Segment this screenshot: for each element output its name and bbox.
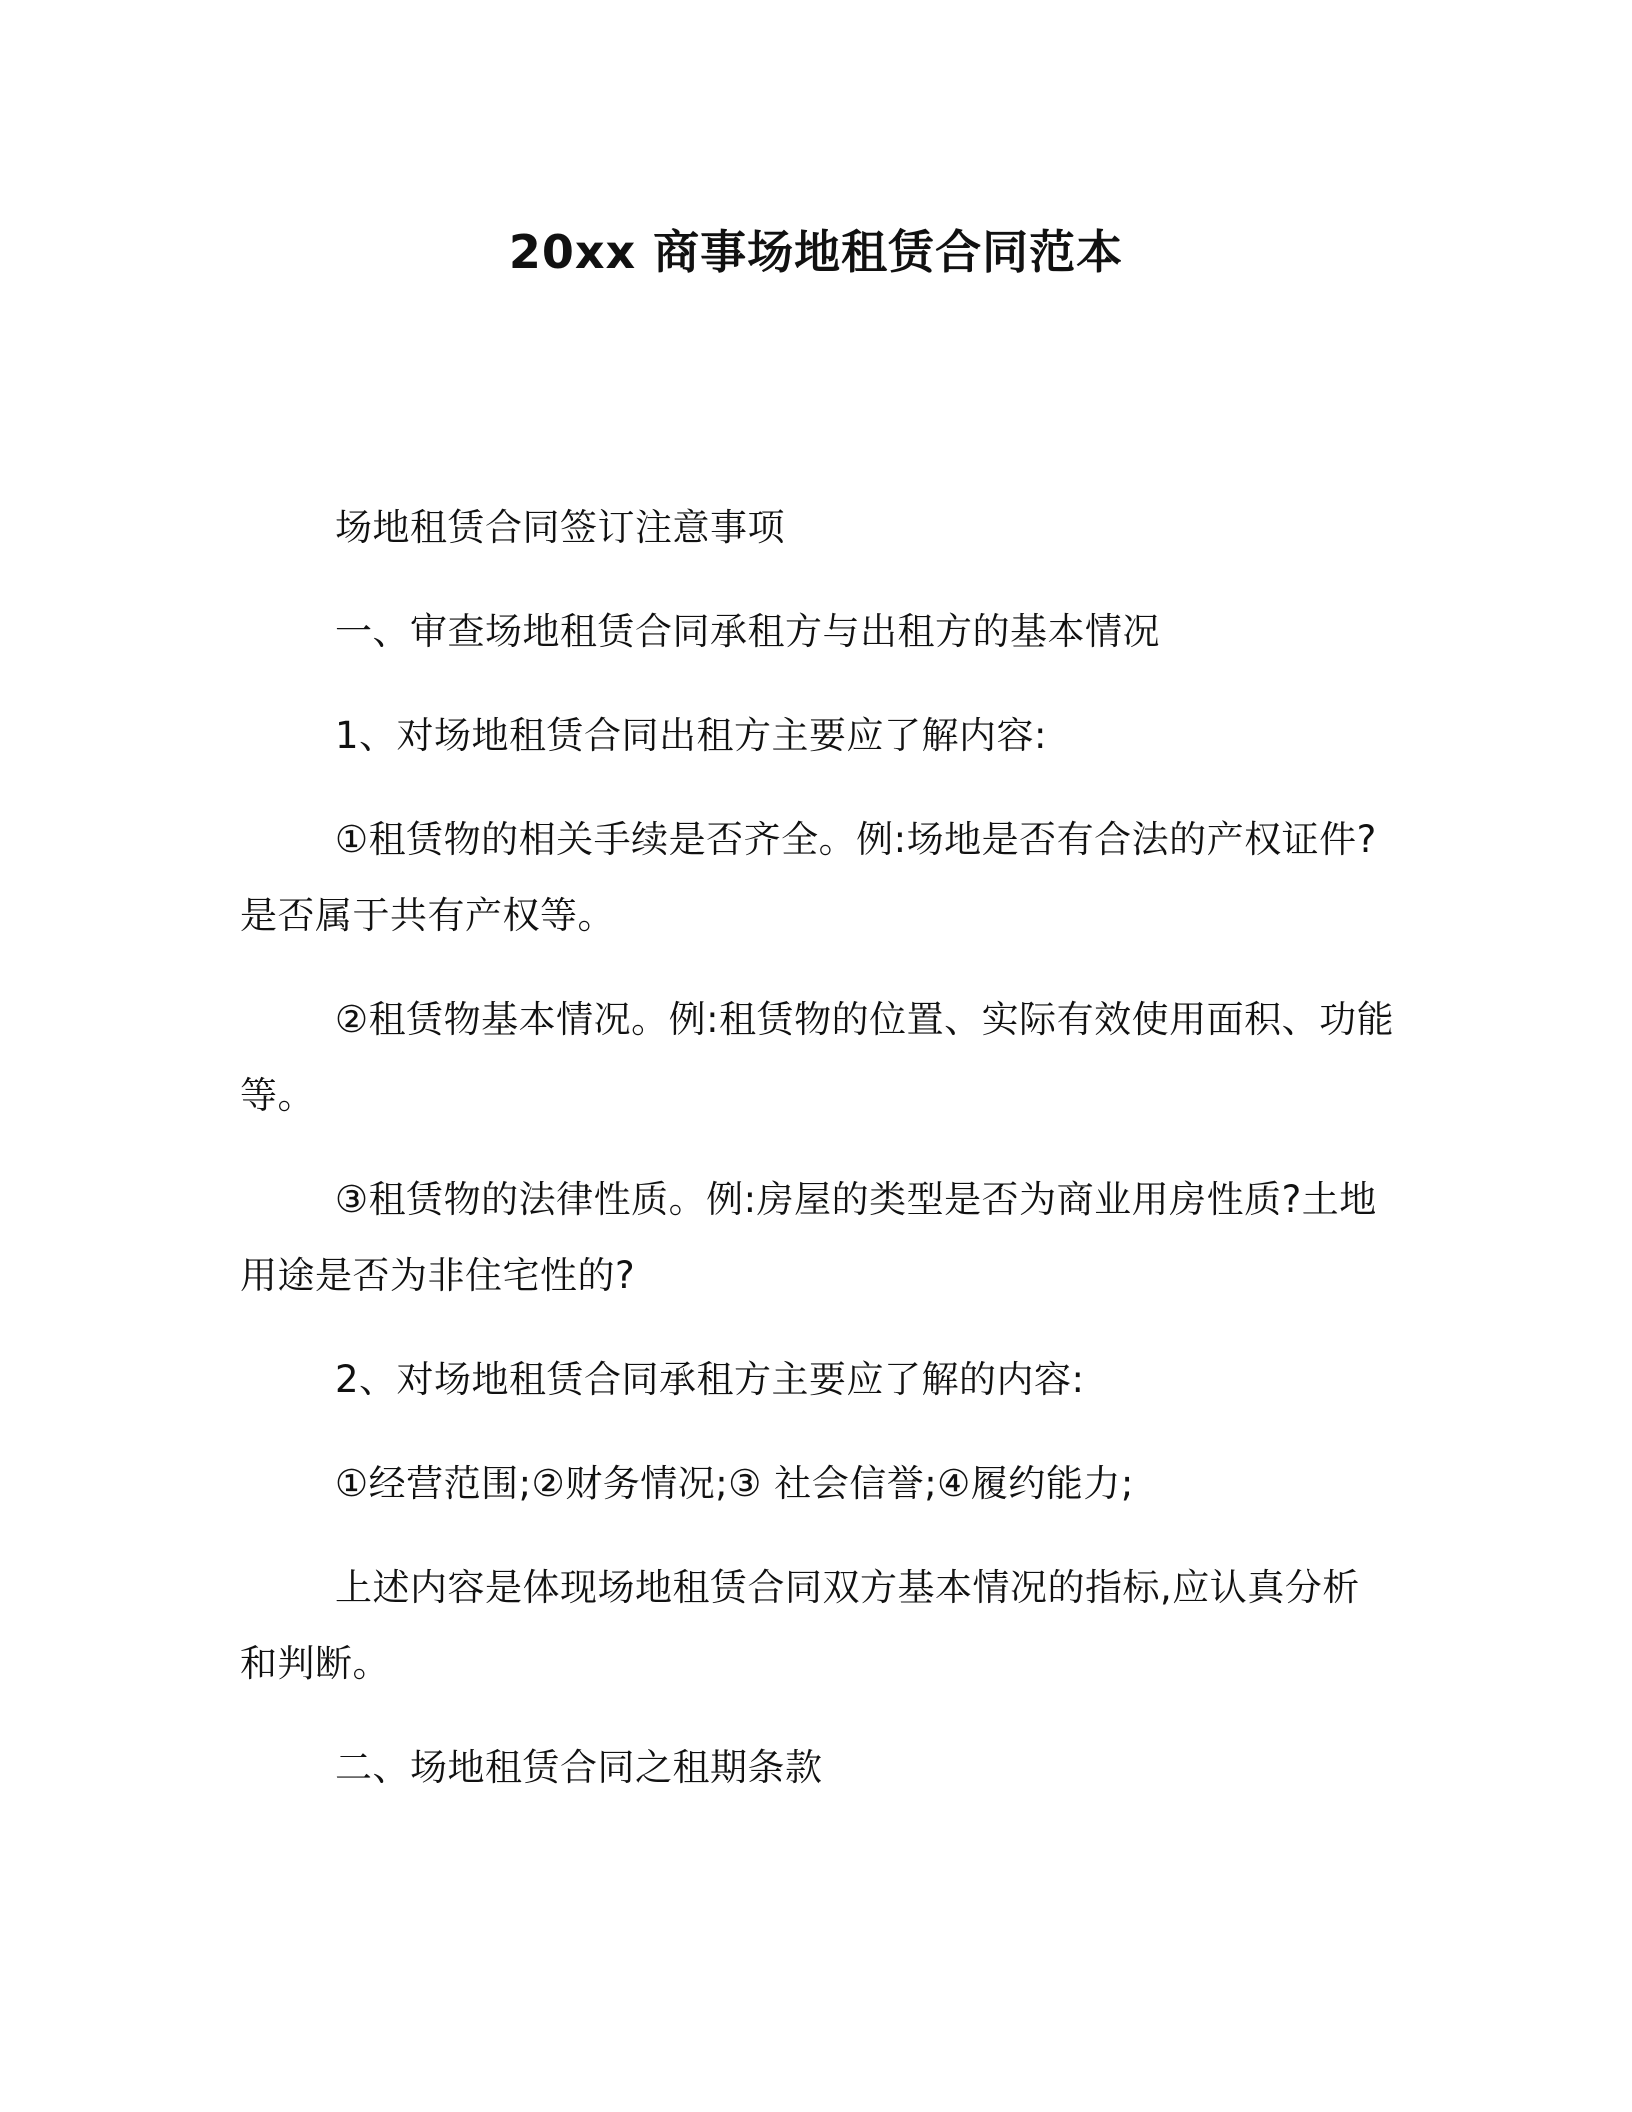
body-paragraph: 上述内容是体现场地租赁合同双方基本情况的指标,应认真分析和判断。: [240, 1566, 1360, 1685]
section-heading: 一、审查场地租赁合同承租方与出租方的基本情况: [335, 610, 1160, 653]
section-heading: 场地租赁合同签订注意事项: [335, 506, 785, 549]
document-body: [240, 490, 1395, 1834]
document-title: 20xx 商事场地租赁合同范本: [508, 225, 1124, 279]
body-paragraph: ①租赁物的相关手续是否齐全。例:场地是否有合法的产权证件?是否属于共有产权等。: [240, 818, 1377, 937]
body-paragraph: ③租赁物的法律性质。例:房屋的类型是否为商业用房性质?土地用途是否为非住宅性的?: [240, 1178, 1377, 1297]
subsection-heading: 2、对场地租赁合同承租方主要应了解的内容:: [335, 1358, 1085, 1401]
body-paragraph: ②租赁物基本情况。例:租赁物的位置、实际有效使用面积、功能等。: [240, 998, 1395, 1117]
section-heading: 二、场地租赁合同之租期条款: [335, 1746, 823, 1789]
subsection-heading: 1、对场地租赁合同出租方主要应了解内容:: [335, 714, 1048, 757]
body-paragraph: ①经营范围;②财务情况;③ 社会信誉;④履约能力;: [335, 1462, 1134, 1505]
